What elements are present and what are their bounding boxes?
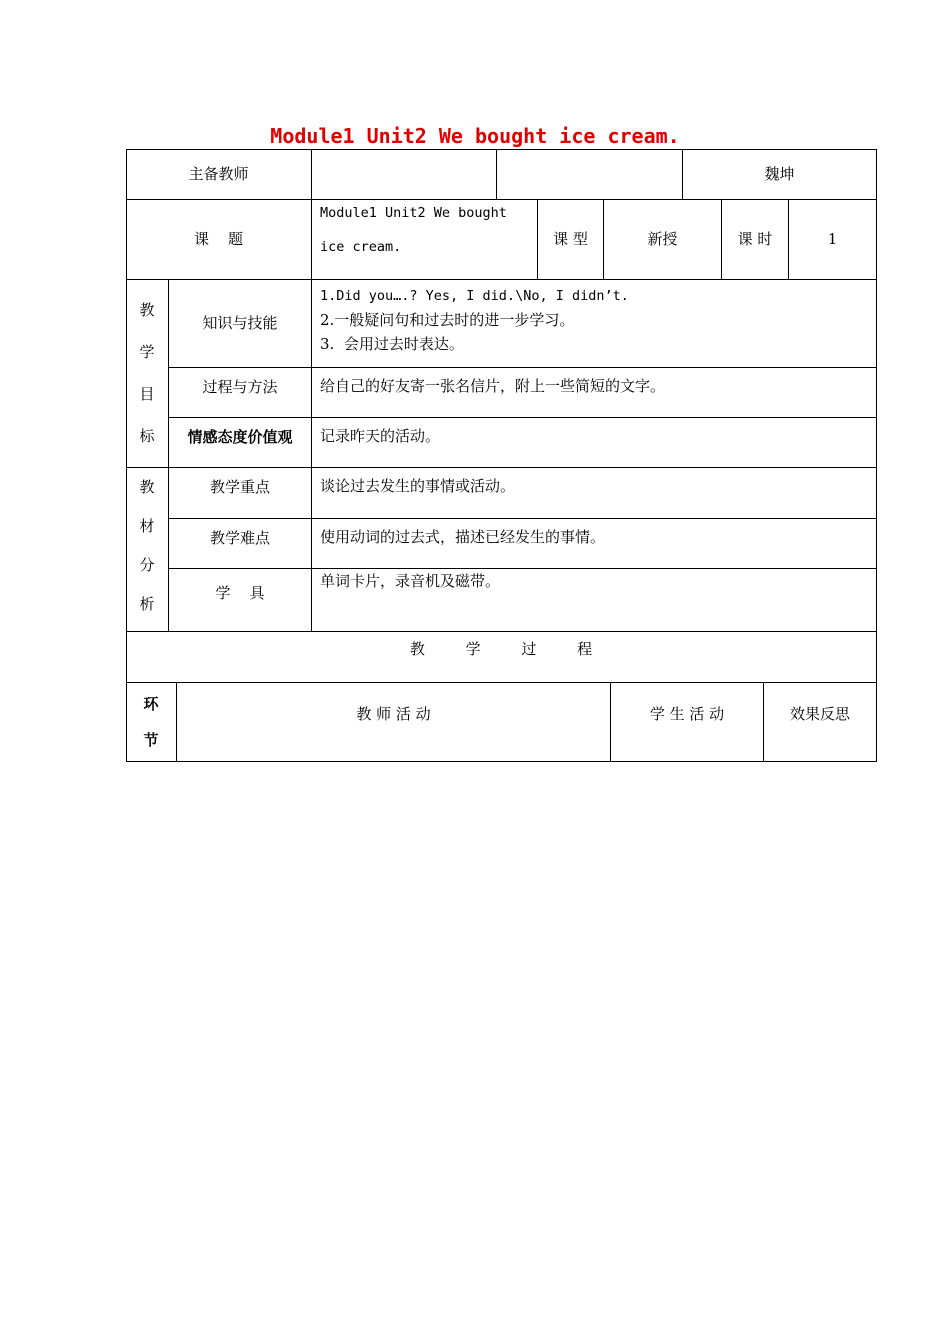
topic-value [320,205,535,277]
process-header: 教 学 过 程 [409,640,593,658]
process-label: 过程与方法 [202,378,278,396]
period-label: 课 时 [737,230,773,248]
empty-cell-1 [312,149,496,199]
knowledge-label: 知识与技能 [202,314,278,332]
stage-char: 环 [143,695,159,713]
type-label: 课 型 [553,230,588,248]
objectives-char: 学 [139,343,155,361]
reflection-header: 效果反思 [789,705,850,723]
difficulty-value: 使用动词的过去式，描述已经发生的事情。 [320,528,606,546]
materials-char: 教 [139,477,155,496]
student-activity-header: 学 生 活 动 [649,705,725,723]
stage-label [126,682,176,762]
materials-char: 材 [139,516,155,535]
materials-label [126,467,168,623]
empty-cell-2 [497,149,682,199]
period-value: 1 [827,230,838,248]
topic-line-2: ice cream. [320,239,402,256]
stage-char: 节 [143,731,159,749]
teacher-label: 主备教师 [188,165,249,183]
teacher-name: 魏坤 [764,165,795,183]
document-title: Module1 Unit2 We bought ice cream. [270,124,680,148]
knowledge-list [320,284,870,364]
tools-value: 单词卡片，录音机及磁带。 [320,572,501,590]
teacher-activity-header: 教 师 活 动 [356,705,431,723]
materials-char: 析 [139,594,155,613]
difficulty-label: 教学难点 [209,529,270,547]
objectives-char: 教 [139,301,155,319]
key-label: 教学重点 [209,478,270,496]
objectives-char: 标 [139,427,155,445]
knowledge-item: 2.一般疑问句和过去时的进一步学习。 [320,311,575,329]
process-value: 给自己的好友寄一张名信片，附上一些简短的文字。 [320,377,666,395]
topic-line-1: Module1 Unit2 We bought [320,205,507,221]
lesson-plan-table [126,149,877,762]
objectives-char: 目 [139,385,155,403]
emotion-label: 情感态度价值观 [187,428,293,446]
knowledge-item: 1.Did you….? Yes, I did.\No, I didn’t. [320,288,629,304]
materials-char: 分 [139,555,155,574]
tools-label: 学 具 [215,584,265,602]
emotion-value: 记录昨天的活动。 [320,427,441,445]
topic-label: 课 题 [193,230,244,248]
type-value: 新授 [647,230,678,248]
objectives-label [126,289,168,457]
knowledge-item: 3. 会用过去时表达。 [320,335,464,353]
key-value: 谈论过去发生的事情或活动。 [320,477,516,495]
